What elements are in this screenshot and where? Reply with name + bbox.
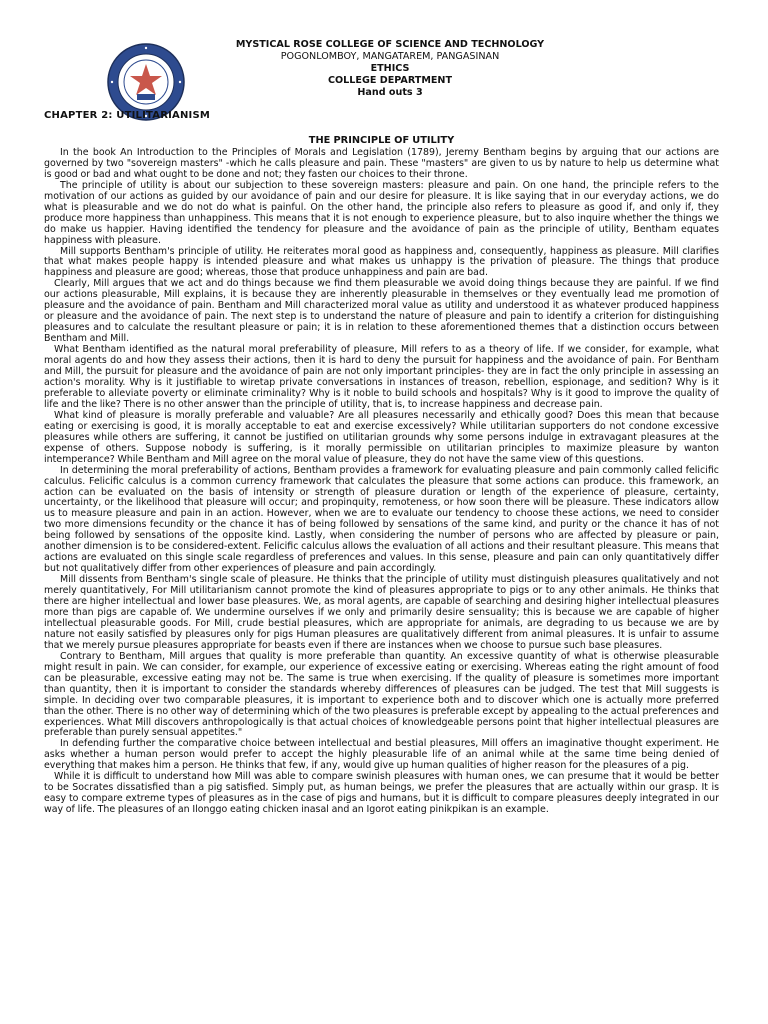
paragraph: Clearly, Mill argues that we act and do things because we find them pleasurable we avoid doing things because they are painful. If we find our actions pleasurable, Mill explains, it is because they are inherently pleasurable in themselves or they eventually lead me promotion of pleasure and the avoidance of pain. Bentham and Mill characterized moral value as utility and understood it as whatever produced happiness or pleasure and the avoidance of pain. The next step is to understand the nature of pleasure and pain to identify a criterion for distinguishing pleasures and to calculate the resultant pleasure or pain; it is in relation to these aforementioned themes that a distinction occurs between Bentham and Mill.: [44, 278, 719, 345]
paragraph: Contrary to Bentham, Mill argues that quality is more preferable than quantity. An excessive quantity of what is otherwise pleasurable might result in pain. We can consider, for example, our experience of excessive eating or exercising. Whereas eating the right amount of food can be pleasurable, excessive eating may not be. The same is true when exercising. If the quality of pleasure is sometimes more important than quantity, then it is important to consider the standards whereby differences of pleasures can be judged. The test that Mill suggests is simple. In deciding over two comparable pleasures, it is important to experience both and to discover which one is actually more preferred than the other. There is no other way of determining which of the two pleasures is preferable except by appealing to the actual preferences and experiences. What Mill discovers anthropologically is that actual choices of knowledgeable persons point that higher intellectual pleasures are preferable than purely sensual appetites.": [44, 650, 719, 739]
subject-name: ETHICS: [370, 63, 410, 74]
document-body: [44, 136, 719, 816]
department-name: COLLEGE DEPARTMENT: [327, 75, 452, 86]
institution-name: MYSTICAL ROSE COLLEGE OF SCIENCE AND TECHNOLOGY: [235, 39, 545, 50]
handout-number: Hand outs 3: [357, 87, 423, 98]
paragraph: In defending further the comparative choice between intellectual and bestial pleasures, Mill offers an imaginative thought experiment. He asks whether a human person would prefer to accept the highly pleasurable life of an animal while at the same time being denied of everything that makes him a person. He thinks that few, if any, would give up human qualities of higher reason for the pleasures of a pig.: [44, 738, 719, 772]
paragraph: What kind of pleasure is morally preferable and valuable? Are all pleasures necessarily and ethically good? Does this mean that because eating or exercising is good, it is morally acceptable to eat and exercise excessively? While utilitarian supporters do not condone excessive pleasures while others are suffering, it cannot be justified on utilitarian grounds why some persons indulge in extravagant pleasures at the expense of others. Suppose nobody is suffering, is it morally permissible on utilitarian principles to maximize pleasure by wanton intemperance? While Bentham and Mill agree on the moral value of pleasure, they do not have the same view of this questions.: [44, 409, 719, 465]
paragraph: Mill supports Bentham's principle of utility. He reiterates moral good as happiness and, consequently, happiness as pleasure. Mill clarifies that what makes people happy is intended pleasure and what makes us unhappy is the privation of pleasure. The things that produce happiness and pleasure are good; whereas, those that produce unhappiness and pain are bad.: [44, 245, 719, 279]
paragraph: What Bentham identified as the natural moral preferability of pleasure, Mill refers to as a theory of life. If we consider, for example, what moral agents do and how they assess their actions, then it is hard to deny the pursuit for happiness and the avoidance of pain. For Bentham and Mill, the pursuit for pleasure and the avoidance of pain are not only important principles- they are in fact the only principle in assessing an action's morality. Why is it justifiable to wiretap private conversations in instances of treason, rebellion, espionage, and sedition? Why is it preferable to alleviate poverty or eliminate criminality? Why is it noble to build schools and hospitals? Why is it good to improve the quality of life and the like? There is no other answer than the principle of utility, that is, to increase happiness and decrease pain.: [44, 344, 719, 410]
section-title: THE PRINCIPLE OF UTILITY: [308, 135, 455, 146]
paragraph: While it is difficult to understand how Mill was able to compare swinish pleasures with human ones, we can presume that it would be better to be Socrates dissatisfied than a pig satisfied. Simply put, as human beings, we prefer the pleasures that are actually within our grasp. It is easy to compare extreme types of pleasures as in the case of pigs and humans, but it is difficult to compare pleasures deeply integrated in our way of life. The pleasures of an Ilonggo eating chicken inasal and an Igorot eating pinikpikan is an example.: [44, 771, 719, 816]
institution-address: POGONLOMBOY, MANGATAREM, PANGASINAN: [280, 51, 500, 62]
paragraph: In determining the moral preferability of actions, Bentham provides a framework for evaluating pleasure and pain commonly called felicific calculus. Felicific calculus is a common currency framework that calculates the pleasure that some actions can produce. this framework, an action can be evaluated on the basis of intensity or strength of pleasure duration or length of the experience of pleasure, certainty, uncertainty, or the likelihood that pleasure will occur; and propinquity, remoteness, or how soon there will be pleasure. These indicators allow us to measure pleasure and pain in an action. However, when we are to evaluate our tendency to choose these actions, we need to consider two more dimensions fecundity or the chance it has of being followed by sensations of the same kind, and purity or the chance it has of not being followed by sensations of the opposite kind. Lastly, when considering the number of persons who are affected by pleasure or pain, another dimension is to be considered-extent. Felicific calculus allows the evaluation of all actions and their resultant pleasure. This means that actions are evaluated on this single scale regardless of preferences and values. In this sense, pleasure and pain can only quantitatively differ but not qualitatively differ from other experiences of pleasure and pain accordingly.: [44, 464, 719, 575]
paragraph: In the book An Introduction to the Principles of Morals and Legislation (1789), Jeremy Bentham begins by arguing that our actions are governed by two "sovereign masters" -which he calls pleasure and pain. These "masters" are given to us by nature to help us determine what is good or bad and what ought to be done and not; they fasten our choices to their throne.: [44, 146, 719, 180]
document-header: [190, 39, 590, 99]
paragraph: Mill dissents from Bentham's single scale of pleasure. He thinks that the principle of utility must distinguish pleasures qualitatively and not merely quantitatively, For Mill utilitarianism cannot promote the kind of pleasures appropriate to pigs or to any other animals. He thinks that there are higher intellectual and lower base pleasures. We, as moral agents, are capable of searching and desiring higher intellectual pleasures more than pigs are capable of. We undermine ourselves if we only and primarily desire sensuality; this is because we are capable of higher intellectual pleasurable goods. For Mill, crude bestial pleasures, which are appropriate for animals, are degrading to us because we are by nature not easily satisfied by pleasures only for pigs Human pleasures are qualitatively different from animal pleasures. It is unfair to assume that we merely pursue pleasures appropriate for beasts even if there are instances when we choose to pursue such base pleasures.: [44, 574, 719, 651]
paragraph: The principle of utility is about our subjection to these sovereign masters: pleasure and pain. On one hand, the principle refers to the motivation of our actions as guided by our avoidance of pain and our desire for pleasure. It is like saying that in our everyday actions, we do what is pleasurable and we do not do what is painful. On the other hand, the principle also refers to pleasure as good if, and only if, they produce more happiness than unhappiness. This means that it is not enough to experience pleasure, but to also inquire whether the things we do make us happier. Having identified the tendency for pleasure and the avoidance of pain as the principle of utility, Bentham equates happiness with pleasure.: [44, 179, 719, 246]
chapter-title: CHAPTER 2: UTILITARIANISM: [44, 110, 210, 121]
